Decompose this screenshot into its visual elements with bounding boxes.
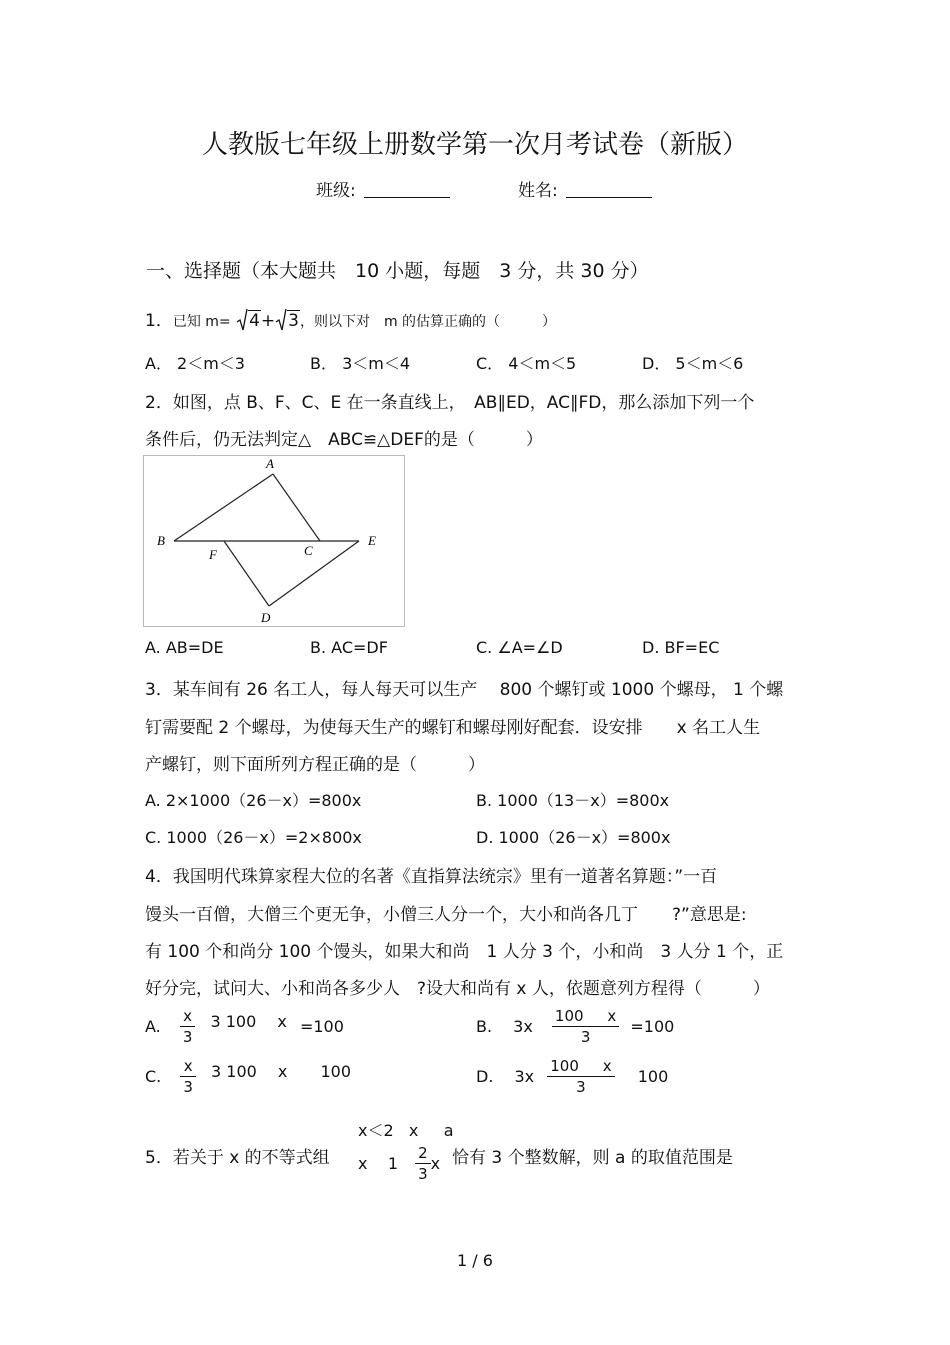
geometry-figure xyxy=(143,455,405,627)
name-blank xyxy=(566,181,652,198)
q3-option-d: D. 1000（26－x）=800x xyxy=(476,828,671,847)
q5-prefix: 5．若关于 x 的不等式组 xyxy=(145,1148,330,1168)
q4-line-2: 馒头一百僧，大僧三个更无争，小僧三人分一个，大小和尚各几丁 ?”意思是: xyxy=(145,905,747,925)
q3-option-b: B. 1000（13－x）=800x xyxy=(476,791,670,810)
q3-line-3: 产螺钉，则下面所列方程正确的是（ ） xyxy=(145,755,485,775)
q5-system-row-2: x 1 $\frac{2}{3}$ x xyxy=(358,1144,441,1183)
vertex-c-label: C xyxy=(304,543,313,558)
q4-line-4: 好分完，试问大、小和尚各多少人 ?设大和尚有 x 人，依题意列方程得（ ） xyxy=(145,979,770,999)
q5-suffix: 恰有 3 个整数解，则 a 的取值范围是 xyxy=(452,1148,733,1168)
q1-option-c: C． 4＜m＜5 xyxy=(476,354,577,373)
q2-option-d: D. BF=EC xyxy=(642,638,720,657)
fraction-x-over-3: $\frac{x}{3}$ xyxy=(180,1006,196,1047)
q3-option-c: C. 1000（26－x）=2×800x xyxy=(145,828,362,847)
name-field xyxy=(518,176,652,201)
radical-sign-icon xyxy=(236,308,248,332)
fraction-2-over-3: $\frac{2}{3}$ xyxy=(415,1143,431,1184)
q3-option-a: A. 2×1000（26－x）=800x xyxy=(145,791,362,810)
section-heading: 一、选择题（本大题共 10 小题，每题 3 分，共 30 分） xyxy=(146,260,649,282)
vertex-e-label: E xyxy=(368,533,376,548)
vertex-f-label: F xyxy=(209,547,217,562)
fraction-100-minus-x-over-3: $\frac{100 x}{3}$ xyxy=(547,1056,614,1097)
q4-line-1: 4．我国明代珠算家程大位的名著《直指算法统宗》里有一道著名算题：”一百 xyxy=(145,867,718,887)
q5-system-row-1: x＜2 x a xyxy=(358,1121,454,1140)
plus-sign: + xyxy=(260,311,276,331)
q1-prefix: 1． xyxy=(145,311,173,331)
q2-line-1: 2．如图，点 B、F、C、E 在一条直线上， AB∥ED，AC∥FD，那么添加下列一个 xyxy=(145,393,755,413)
class-blank xyxy=(364,181,450,198)
page-number: 1 / 6 xyxy=(457,1251,493,1270)
q1-stem-b: ，则以下对 m 的估算正确的（ ） xyxy=(299,314,557,330)
q2-line-2: 条件后，仍无法判定△ ABC≌△DEF的是（ ） xyxy=(145,430,543,450)
q4-option-d: D. 3x $\frac{100 x}{3}$ 100 xyxy=(476,1057,669,1096)
q2-option-b: B. AC=DF xyxy=(310,638,388,657)
triangle-diagram xyxy=(144,456,404,626)
q1-stem-a: 已知 m= xyxy=(172,314,231,330)
page-title: 人教版七年级上册数学第一次月考试卷（新版） xyxy=(201,130,748,160)
fraction-x-over-3: $\frac{x}{3}$ xyxy=(180,1056,196,1097)
q3-line-2: 钉需要配 2 个螺母，为使每天生产的螺钉和螺母刚好配套．设安排 x 名工人生 xyxy=(145,718,761,738)
sqrt-4: 4 xyxy=(236,308,261,332)
vertex-d-label: D xyxy=(261,610,271,625)
class-label: 班级: xyxy=(316,181,356,201)
q2-option-c: C. ∠A=∠D xyxy=(476,638,563,657)
class-field xyxy=(316,176,450,201)
radical-sign-icon xyxy=(275,308,287,332)
fraction-100-minus-x-over-3: $\frac{100 x}{3}$ xyxy=(552,1006,619,1047)
q3-line-1: 3．某车间有 26 名工人，每人每天可以生产 800 个螺钉或 1000 个螺母， 1 个螺 xyxy=(145,680,784,700)
question-1 xyxy=(145,306,556,332)
q4-option-a: A. $\frac{x}{3}$ 3 100 x =100 xyxy=(145,1007,344,1046)
q4-option-c: C. $\frac{x}{3}$ 3 100 x 100 xyxy=(145,1057,352,1096)
vertex-a-label: A xyxy=(266,456,274,471)
q4-line-3: 有 100 个和尚分 100 个馒头，如果大和尚 1 人分 3 个，小和尚 3 人分 1 个，正 xyxy=(145,942,784,962)
q1-option-a: A． 2＜m＜3 xyxy=(145,354,245,373)
q1-option-b: B． 3＜m＜4 xyxy=(310,354,411,373)
vertex-b-label: B xyxy=(157,533,165,548)
sqrt-3: 3 xyxy=(275,308,300,332)
name-label: 姓名: xyxy=(518,181,558,201)
q1-option-d: D． 5＜m＜6 xyxy=(642,354,744,373)
q4-option-b: B. 3x $\frac{100 x}{3}$ =100 xyxy=(476,1007,675,1046)
q2-option-a: A. AB=DE xyxy=(145,638,224,657)
